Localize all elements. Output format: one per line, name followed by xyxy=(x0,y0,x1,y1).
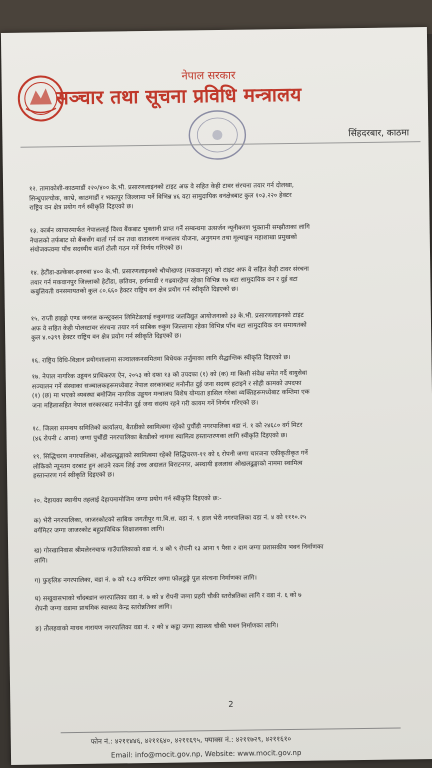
decision-item-18: १८. जिल्ला समन्वय समितिको कार्यालय, बैतडीको स्वामित्वमा रहेको पुर्चौडी नगरपालिका वडा नं. १ को २४६८० वर्ग मिटर (४६ रोपनी ८ आना) जग्गा पुर्चौडी नगरपालिका बैतडीको नाममा स्वामित्व हस्तान्तरणका लागि स्वीकृति दिइएको छ। xyxy=(32,421,303,443)
decision-item-16: १६. राष्ट्रिय विधि-विज्ञान प्रयोगशालामा सञ्चालकनसमितमा विधेयक तर्जुमाका लागि सैद्धान्तिक स्वीकृति दिइएको छ। xyxy=(31,354,291,365)
location-label: सिंहदरबार, काठमा xyxy=(348,128,410,140)
government-label: नेपाल सरकार xyxy=(181,68,236,83)
footer-divider xyxy=(61,727,401,733)
document-page xyxy=(1,27,432,765)
decision-item-15: १५. राप्ती हाइड्रो एण्ड जनरल कन्स्ट्रक्सन लिमिटेडलाई रुकुमगाड जलविद्युत आयोजनाको ३३ के.भी. प्रसारणलाइनको टाइट अफ वे सहित केही पोलस्टावर संरचना तयार गर्न साबिक रुकुम जिल्लामा रहेका विभिन्न पाँच वटा सामुदायिक वन समायतको कुल ४.०३९९ हेक्टर राष्ट्रिय वन क्षेत्र प्रयोग गर्न स्वीकृति दिइएको छ। xyxy=(30,311,307,342)
footer-phone: फोन नं.: ४२११४४६, ४२११६४०, ४२११६९५, फ्याक्स नं.: ४२११७२९, ४२११६१० xyxy=(90,735,292,746)
decision-item-13: १३. कार्बन व्यापारमार्फत नेपाललाई विश्व बैंकबाट भुक्तानी प्राप्त गर्ने सम्बन्धमा उत्सर्जन न्यूनीकरण भुक्तानी सम्झौताका लागि नेपालको तर्फबाट सो बैंकसँग वार्ता गर्न वन तथा वातावरण मन्त्रालय योजना, अनुगमन तथा मूल्याङ्कन महाशाखा प्रमुखको संयोजकत्वमा पाँच सदस्यीय वार्ता टोली गठन गर्ने निर्णय गरिएको छ। xyxy=(29,223,310,254)
decision-subitem-nga: ङ) तौलहवाको माधव नारायण नगरपालिका वडा नं. २ को ४ कट्ठा जग्गा स्वास्थ्य चौकी भवन निर्माणका लागि। xyxy=(35,622,279,633)
decision-item-14: १४. हेटौंडा-ढल्केबर-इनरुवा ४०० के.भी. प्रसारणलाइनको चौथोखण्ड (मकवानपुर) को टाइट अफ वे सहित केही टावर संरचना तयार गर्न मकवानपुर जिल्लाको हेटौंडा, छतिवन, हर्नामाडी र गढवारहेमा रहेका विभिन्न १७ वटा सामुदायिक वन र दुई वटा कबुलियती वनसमायतको कुल ८०.६६० हेक्टर राष्ट्रिय वन क्षेत्र प्रयोग गर्न स्वीकृति दिइएको छ। xyxy=(30,265,309,296)
decision-item-20: २०. देहायका स्थानीय तहलाई देहायमामोजिम जग्गा प्रयोग गर्न स्वीकृति दिइएको छ:- xyxy=(33,494,222,505)
decision-item-17: १७. नेपाल नागरिक उड्डयन प्राधिकरण ऐन, २०५३ को दफा १३ को उपदफा (१) को (क) मा किसी संवेक्ष समेत गर्दै वायुसेवा सञ्चालन गर्ने संस्थाका सञ्चालकहरूमध्येबाट नेपाल सरकारबाट मनोनीत दुई जना सदस्य हटाइने र सोही कामको उपदफा (१) (छ) मा भएको व्यवस्था बमोजिम नागरिक उड्डयन मन्त्रालय विशेष योग्यता हासिल गरेका व्यक्तिहरूमध्येबाट कम्तिमा एक जना महिलासहित नेपाल सरकारबाट मनोनीत दुई जना सदस्य रहने गरी कायम गर्ने निर्णय गरिएको छ। xyxy=(31,369,310,410)
footer-contact: Email: info@mocit.gov.np, Website: www.mocit.gov.np xyxy=(110,748,302,760)
stamp-seal xyxy=(186,108,249,163)
decision-subitem-gha: घ) सखुवासभाको चाँदबडान नगरपालिका वडा नं. ७ को ४ रोपनी जग्गा प्रहरी चौकी स्तरोन्नतिका लागि र वडा नं. ६ को ७ रोपनी जग्गा वडामा प्राथमिक स्वास्थ्य केन्द्र स्तरोन्नतिका लागि। xyxy=(34,591,302,613)
ministry-title: सञ्चार तथा सूचना प्रविधि मन्त्रालय xyxy=(55,83,302,110)
decision-subitem-ka: क) भेरी नगरपालिका, जाजरकोटको साबिक जगतीपुर गा.वि.स. वडा नं. ९ हाल भेरी नगरपालिका वडा नं. ४ को १११०.२५ वर्गमिटर जग्गा जाजरकोट बहुप्राविधिक शिक्षालयका लागि। xyxy=(33,513,307,535)
decision-subitem-ga: ग) फुङ्लिङ नगरपालिका, वडा नं. ७ को १८३ वर्गमिटर जग्गा फोलडुङ्गे पुल संरचना निर्माणका लागि। xyxy=(34,574,257,585)
decision-item-12: १२. तामाकोशी-काठमाडौं २२०/४०० के.भी. प्रसारणलाइनको टाइट अफ वे सहित केही टावर संरचना तयार गर्न दोलखा, सिन्धुपाल्चोक, काभ्रे, काठमाडौं र भक्तपुर जिल्लामा पर्ने विभिन्न ४६ वटा सामुदायिक वनक्षेत्रबाट कुल १०३.२२० हेक्टर राष्ट्रिय वन क्षेत्र प्रयोग गर्न स्वीकृति दिइएको छ। xyxy=(29,181,294,212)
decision-item-19: १९. सिद्धिचरण नगरपालिका, ओखलढुङ्गाको स्वामित्वमा रहेको सिद्धिचरण-११ को ६ रोपनी जग्गा चारजना एकीकृतीकृत गर्ने लोकिको न्यूनतम दरबाट हुन आउने रकम लिई उच्च अदालत विराटनगर, अस्थायी इजलास ओखलढुङ्गाको नाममा स्वामित्व हस्तान्तरण गर्न स्वीकृति दिइएको छ। xyxy=(32,449,308,480)
page-number: 2 xyxy=(228,699,234,709)
decision-subitem-kha: ख) गोरखानिवास श्रीमलेरनचाफ गाउँपालिकाको वडा नं. ४ को ९ रोपनी १३ आना ९ पैसा २ दाम जग्गा प्रशासकीय भवन निर्माणका लागि। xyxy=(34,543,324,565)
